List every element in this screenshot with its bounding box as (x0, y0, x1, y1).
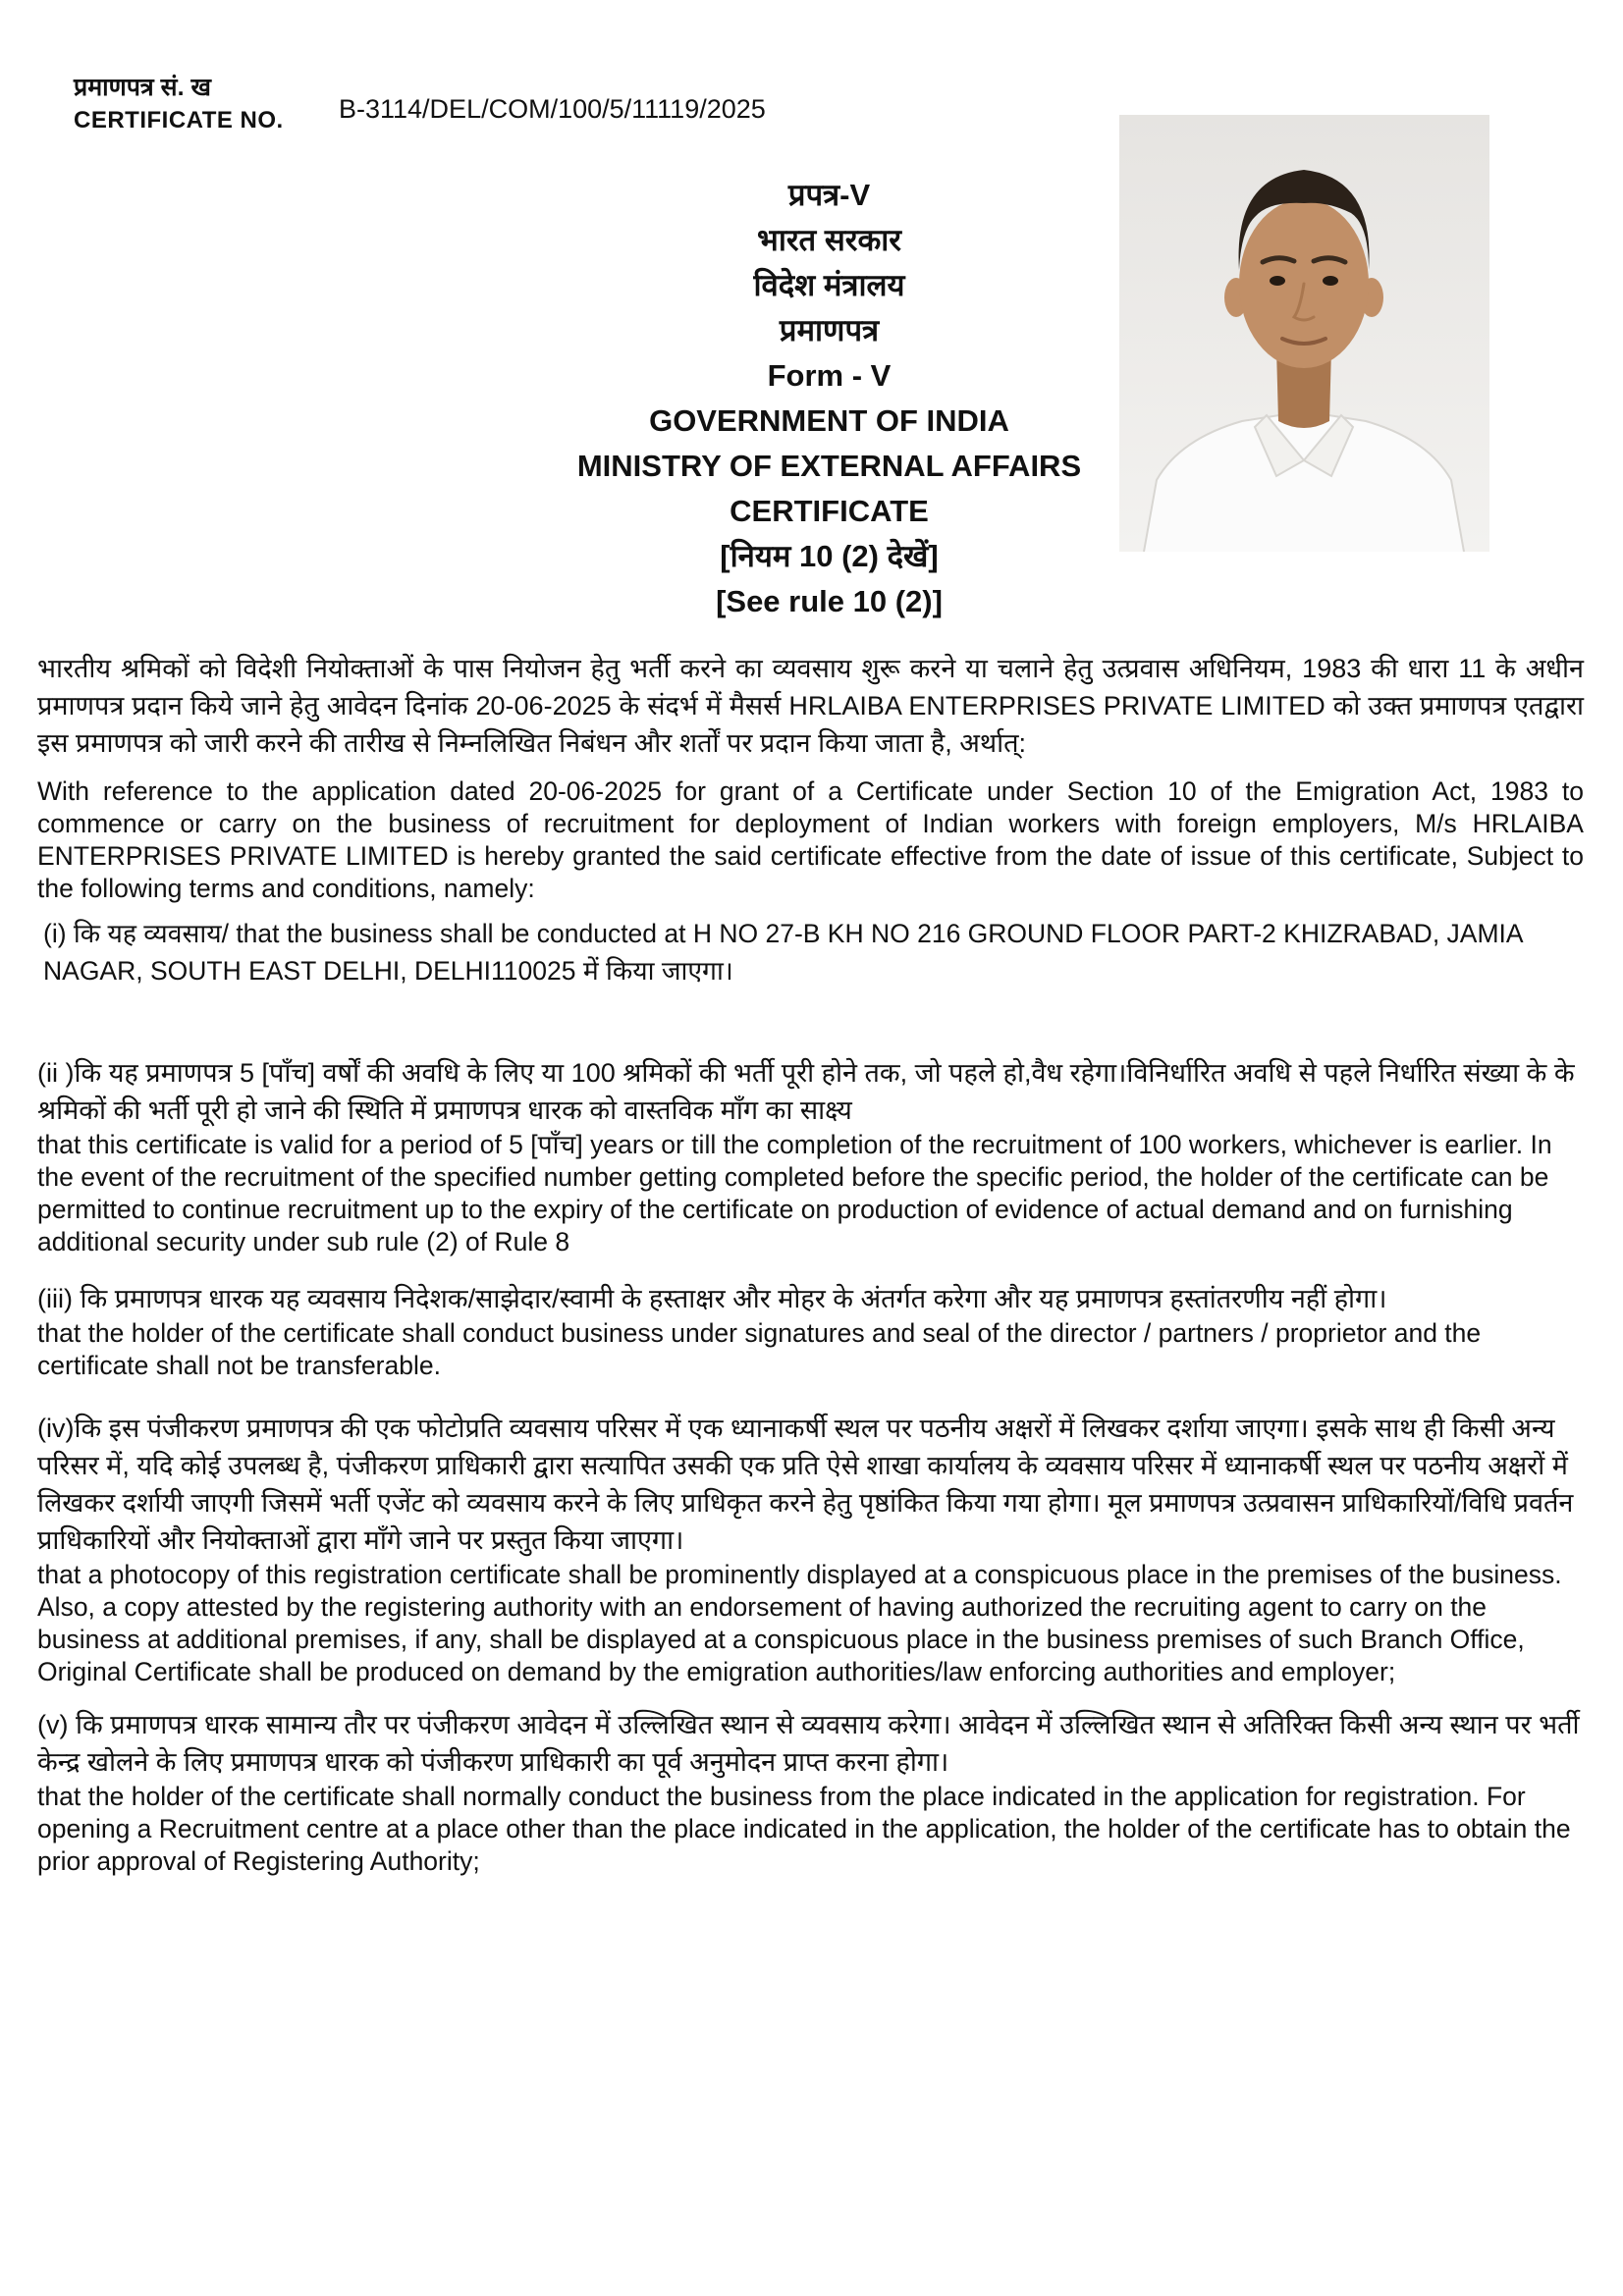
header-form-english: Form - V (767, 358, 892, 393)
header-ministry-english: MINISTRY OF EXTERNAL AFFAIRS (576, 449, 1082, 483)
condition-iv-hindi: (iv)कि इस पंजीकरण प्रमाणपत्र की एक फोटोप्रति व्यवसाय परिसर में एक ध्यानाकर्षी स्थल पर पठनीय अक्षरों में लिखकर दर्शाया जाएगा। इसके साथ ही किसी अन्य परिसर में, यदि कोई उपलब्ध है, पंजीकरण प्राधिकारी द्वारा सत्यापित उसकी एक प्रति ऐसे शाखा कार्यालय के व्यवसाय परिसर में ध्यानाकर्षी स्थल पर पठनीय अक्षरों में लिखकर दर्शायी जाएगी जिसमें भर्ती एजेंट को व्यवसाय करने के लिए प्राधिकृत करने हेतु पृष्ठांकित किया गया होगा। मूल प्रमाणपत्र उत्प्रवासन प्राधिकारियों/विधि प्रवर्तन प्राधिकारियों और नियोक्ताओं द्वारा माँगे जाने पर प्रस्तुत किया जाएगा। (37, 1414, 1574, 1555)
condition-i: (i) कि यह व्यवसाय/ that the business shall be conducted at H NO 27-B KH NO 216 GROUND FLOOR PART-2 KHIZRABAD, JAMIA NAGAR, SOUTH EAST DELHI, DELHI110025 में किया जाएगा। (43, 919, 1523, 986)
condition-iv-english: that a photocopy of this registration certificate shall be prominently displayed at a conspicuous place in the premises of the business. Also, a copy attested by the registering authority with an endorsement of having authorized the recruiting agent to carry on the business at additional premises, if any, shall be displayed at a conspicuous place in the business premises of such Branch Office, Original Certificate shall be produced on demand by the emigration authorities/law enforcing authorities and employer; (37, 1560, 1562, 1686)
header-govt-hindi: भारत सरकार (757, 223, 901, 257)
document-body (37, 650, 1584, 1878)
header-form-hindi: प्रपत्र-V (787, 178, 871, 212)
certificate-number-value: B-3114/DEL/COM/100/5/11119/2025 (339, 94, 766, 124)
header-rule-english: [See rule 10 (2)] (716, 584, 943, 618)
header-govt-english: GOVERNMENT OF INDIA (649, 403, 1009, 438)
condition-iii-english: that the holder of the certificate shall conduct business under signatures and seal of the director / partners / proprietor and the certificate shall not be transferable. (37, 1318, 1482, 1380)
condition-iv (37, 1410, 1584, 1688)
condition-v-english: that the holder of the certificate shall normally conduct the business from the place indicated in the application for registration. For opening a Recruitment centre at a place other than the place indicated in the application, the holder of the certificate has to obtain the prior approval of Registering Authority; (37, 1782, 1571, 1876)
header-certificate-hindi: प्रमाणपत्र (779, 313, 880, 347)
certificate-number-block (74, 71, 284, 137)
condition-iii (37, 1280, 1584, 1382)
condition-ii (37, 1054, 1584, 1258)
condition-iii-hindi: (iii) कि प्रमाणपत्र धारक यह व्यवसाय निदेशक/साझेदार/स्वामी के हस्ताक्षर और मोहर के अंतर्गत करेगा और यह प्रमाणपत्र हस्तांतरणीय नहीं होगा। (37, 1284, 1387, 1313)
condition-v (37, 1706, 1584, 1878)
certificate-no-label-english: CERTIFICATE NO. (74, 107, 284, 133)
intro-paragraph-english: With reference to the application dated 20-06-2025 for grant of a Certificate under Section 10 of the Emigration Act, 1983 to commence or carry on the business of recruitment for deployment of Indian workers with foreign employers, M/s HRLAIBA ENTERPRISES PRIVATE LIMITED is hereby granted the said certificate effective from the date of issue of this certificate, Subject to the following terms and conditions, namely: (37, 776, 1584, 903)
header-ministry-hindi: विदेश मंत्रालय (753, 268, 905, 302)
top-section (0, 0, 1623, 648)
header-certificate-english: CERTIFICATE (730, 494, 929, 528)
condition-v-hindi: (v) कि प्रमाणपत्र धारक सामान्य तौर पर पंजीकरण आवेदन में उल्लिखित स्थान से व्यवसाय करेगा। आवेदन में उल्लिखित स्थान से अतिरिक्त किसी अन्य स्थान पर भर्ती केन्द्र खोलने के लिए प्रमाणपत्र धारक को पंजीकरण प्राधिकारी का पूर्व अनुमोदन प्राप्त करना होगा। (37, 1710, 1580, 1777)
intro-paragraph-hindi: भारतीय श्रमिकों को विदेशी नियोक्ताओं के पास नियोजन हेतु भर्ती करने का व्यवसाय शुरू करने या चलाने हेतु उत्प्रवास अधिनियम, 1983 की धारा 11 के अधीन प्रमाणपत्र प्रदान किये जाने हेतु आवेदन दिनांक 20-06-2025 के संदर्भ में मैसर्स HRLAIBA ENTERPRISES PRIVATE LIMITED को उक्त प्रमाणपत्र एतद्वारा इस प्रमाणपत्र को जारी करने की तारीख से निम्नलिखित निबंधन और शर्तों पर प्रदान किया जाता है, अर्थात्: (37, 654, 1584, 758)
header-rule-hindi: [नियम 10 (2) देखें] (720, 539, 939, 573)
condition-ii-english: that this certificate is valid for a period of 5 [पाँच] years or till the completion of the recruitment of 100 workers, whichever is earlier. In the event of the recruitment of the specified number getting completed before the specific period, the holder of the certificate can be permitted to continue recruitment up to the expiry of the certificate on production of evidence of actual demand and on furnishing additional security under sub rule (2) of Rule 8 (37, 1130, 1552, 1256)
certificate-no-label-hindi: प्रमाणपत्र सं. ख (74, 74, 211, 101)
condition-ii-hindi: (ii )कि यह प्रमाणपत्र 5 [पाँच] वर्षों की अवधि के लिए या 100 श्रमिकों की भर्ती पूरी होने तक, जो पहले हो,वैध रहेगा।विनिर्धारित अवधि से पहले निर्धारित संख्या के के श्रमिकों की भर्ती पूरी हो जाने की स्थिति में प्रमाणपत्र धारक को वास्तविक माँग का साक्ष्य (37, 1058, 1575, 1125)
document-header (18, 173, 1623, 624)
